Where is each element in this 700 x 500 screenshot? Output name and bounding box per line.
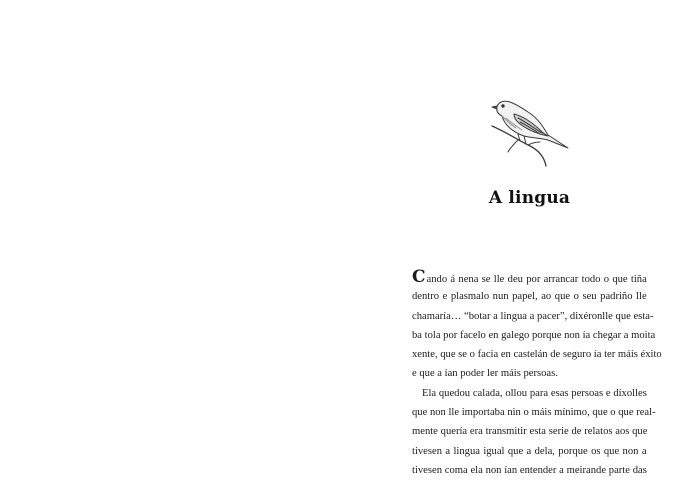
text-line	[412, 307, 654, 326]
bird-icon	[488, 88, 572, 168]
body-text	[412, 267, 662, 480]
text-line	[412, 268, 647, 287]
text-line	[412, 326, 656, 345]
text-line	[412, 461, 647, 480]
line-text: mente quería era transmitir esta serie de relatos aos que	[412, 426, 648, 438]
line-text: ba tola por facelo en galego porque non ía chegar a moita	[412, 329, 656, 341]
line-text: dentro e plasmalo nun papel, ao que o seu padriño lle	[412, 291, 647, 303]
line-text: tivesen a lingua igual que a dela, porque os que non a	[412, 445, 647, 457]
line-text: Ela quedou calada, ollou para esas persoas e díxolles	[422, 387, 647, 399]
line-text: que non lle importaba nin o máis mínimo, que o que real-	[412, 407, 656, 419]
text-line	[412, 345, 662, 364]
chapter-title: A lingua	[488, 188, 571, 208]
text-line	[412, 442, 647, 461]
text-line	[412, 384, 647, 403]
text-line	[412, 287, 647, 306]
text-line	[412, 364, 647, 383]
drop-cap: C	[412, 267, 426, 287]
paragraph	[412, 267, 662, 384]
line-text: xente, que se o facía en castelán de seguro ía ter máis éxito	[412, 349, 662, 361]
line-text: e que a ían poder ler máis persoas.	[412, 368, 558, 380]
line-text: tivesen coma ela non ían entender a meirande parte das	[412, 464, 647, 476]
line-text: chamaría… “botar a lingua a pacer”, dixéronlle que esta-	[412, 310, 654, 322]
paragraph	[412, 384, 656, 480]
text-line	[412, 403, 656, 422]
text-line	[412, 422, 647, 441]
line-text: ando á nena se lle deu por arrancar todo o que tiña	[426, 274, 647, 285]
